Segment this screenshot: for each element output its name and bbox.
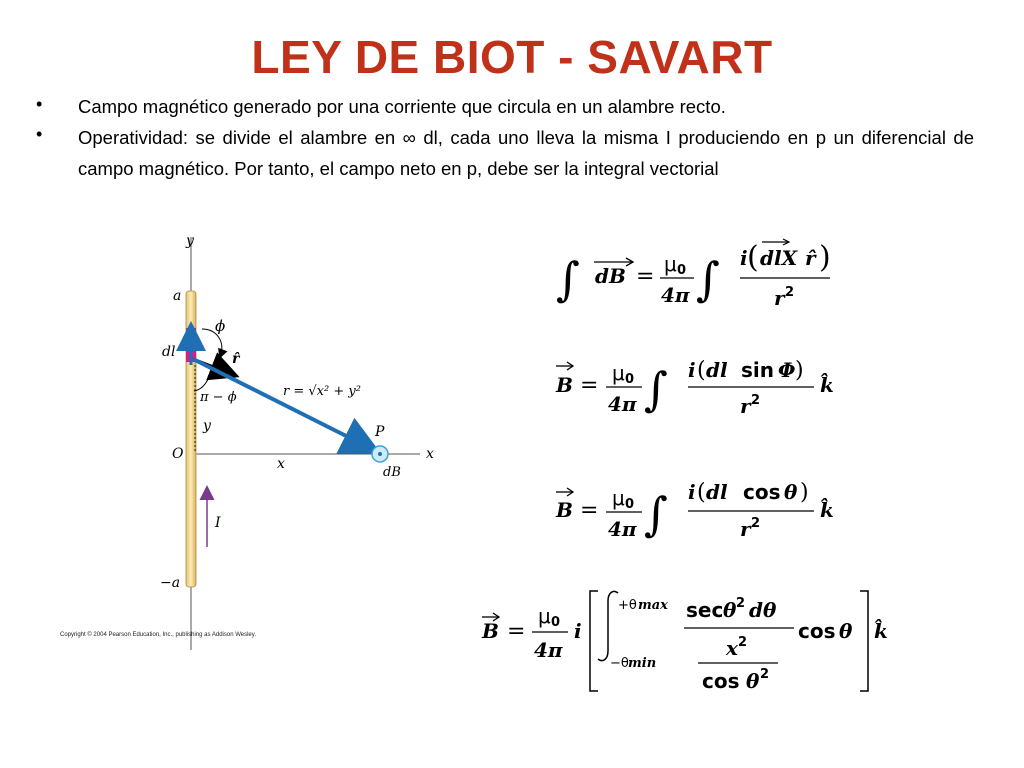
eq3-mu-sub: 0 (625, 497, 635, 512)
eq2-four-pi: 4π (608, 392, 637, 416)
eq4-mu-sub: 0 (551, 615, 561, 630)
eq3-lhs: B (556, 498, 573, 522)
label-r-hat: r̂ (232, 351, 240, 367)
label-a-bottom: −a (160, 575, 181, 591)
eq4-sec: sec (686, 598, 724, 622)
equation-3 (555, 480, 834, 541)
bullet-text-2: Operatividad: se divide el alambre en ∞ dl, cada uno lleva la misma I produciendo en p un diferencial de campo magnético. Por tanto, el campo neto en p, debe ser la integral vectorial (78, 127, 974, 179)
eq3-mu: μ (612, 486, 625, 510)
eq4-i: i (574, 619, 582, 643)
label-y-segment: y (203, 418, 211, 434)
biot-savart-figure (20, 225, 480, 655)
equation-2 (555, 358, 834, 418)
label-a-top: a (173, 288, 182, 304)
eq2-integral: ∫ (644, 362, 668, 416)
eq2-paren-close: ) (795, 358, 804, 383)
eq4-exp: 2 (736, 596, 746, 611)
eq3-num-dl: dl (706, 480, 728, 504)
eq2-lhs: B (556, 373, 573, 397)
eq4-cos: cos (798, 619, 836, 643)
eq4-integral (598, 591, 618, 660)
eq4-theta: θ (723, 598, 737, 622)
eq3-integral: ∫ (644, 487, 668, 541)
eq2-mu: μ (612, 361, 625, 385)
label-dB: dB (383, 465, 401, 480)
eq3-paren-open: ( (697, 480, 706, 505)
eq3-num-var: θ (784, 480, 798, 504)
eq4-bracket-right (860, 591, 868, 691)
eq2-khat: k̂ (820, 373, 834, 397)
point-p-center (378, 452, 382, 456)
figure-copyright: Copyright © 2004 Pearson Education, Inc., publishing as Addison Wesley. (60, 632, 256, 638)
eq3-four-pi: 4π (608, 517, 637, 541)
eq2-mu-sub: 0 (625, 372, 635, 387)
y-axis-label: y (186, 233, 194, 249)
label-dl: dl (162, 344, 176, 360)
label-phi: ϕ (215, 317, 226, 335)
eq4-mu: μ (538, 604, 551, 628)
eq4-lhs: B (482, 619, 499, 643)
bullet-marker-2: • (36, 124, 43, 144)
label-origin: O (172, 446, 184, 462)
eq4-lower: min (628, 656, 657, 671)
eq3-den-exp: 2 (751, 516, 761, 531)
eq1-integral-lhs: ∫ (556, 252, 580, 306)
eq1-mu-sub: 0 (677, 263, 687, 278)
eq4-equals: = (507, 619, 526, 644)
eq4-four-pi: 4π (534, 638, 563, 662)
eq4-theta2: θ (839, 619, 853, 643)
eq1-integral: ∫ (696, 252, 720, 306)
eq3-paren-close: ) (800, 480, 809, 505)
eq2-paren-open: ( (697, 358, 706, 383)
eq1-four-pi: 4π (661, 283, 690, 307)
eq4-den-exp2: 2 (760, 667, 770, 682)
eq4-lower-sign: −θ (610, 656, 629, 671)
eq1-equals: = (636, 264, 655, 289)
eq4-cos-den: cos (702, 669, 740, 693)
eq1-paren-close: ) (819, 240, 831, 275)
eq2-den: r (740, 394, 751, 418)
label-current: I (215, 515, 221, 531)
eq3-num-i: i (688, 480, 696, 504)
eq4-dtheta: dθ (749, 598, 777, 622)
x-axis-label: x (426, 446, 434, 462)
slide-title: LEY DE BIOT - SAVART (251, 31, 773, 83)
equation-1 (556, 239, 831, 310)
eq1-den: r (774, 286, 785, 310)
eq3-equals: = (580, 498, 599, 523)
label-pi-minus-phi: π − ϕ (200, 390, 237, 405)
eq2-den-exp: 2 (751, 393, 761, 408)
eq2-num-i: i (688, 358, 696, 382)
eq2-num-func: sin (741, 358, 774, 382)
eq4-x: x (726, 636, 738, 660)
label-point-p: P (375, 424, 385, 440)
eq4-bracket-left (590, 591, 598, 691)
equations-panel (460, 225, 920, 705)
label-r-eq: r = √x² + y² (283, 384, 361, 399)
bullet-marker-1: • (36, 94, 43, 114)
eq1-lhs: dB (595, 264, 626, 288)
eq4-khat: k̂ (874, 619, 888, 643)
eq4-theta-den: θ (746, 669, 760, 693)
eq3-khat: k̂ (820, 498, 834, 522)
equation-4 (481, 591, 888, 693)
eq2-num-dl: dl (706, 358, 728, 382)
eq1-den-exp: 2 (785, 285, 795, 300)
eq3-num-func: cos (743, 480, 781, 504)
eq1-paren-open: ( (747, 240, 759, 275)
eq3-den: r (740, 517, 751, 541)
eq1-num-i: i (740, 246, 748, 270)
eq1-mu: μ (664, 252, 677, 276)
eq1-num-dl: dlX (760, 246, 798, 270)
bullet-text-1: Campo magnético generado por una corriente que circula en un alambre recto. (78, 96, 726, 117)
label-x-segment: x (277, 456, 285, 472)
eq4-x-exp: 2 (738, 635, 748, 650)
eq4-upper-sign: +θ (618, 598, 637, 613)
eq2-equals: = (580, 373, 599, 398)
eq4-upper: max (638, 598, 668, 613)
eq1-num-rhat: r̂ (805, 246, 816, 270)
eq2-num-var: Φ (778, 358, 796, 382)
